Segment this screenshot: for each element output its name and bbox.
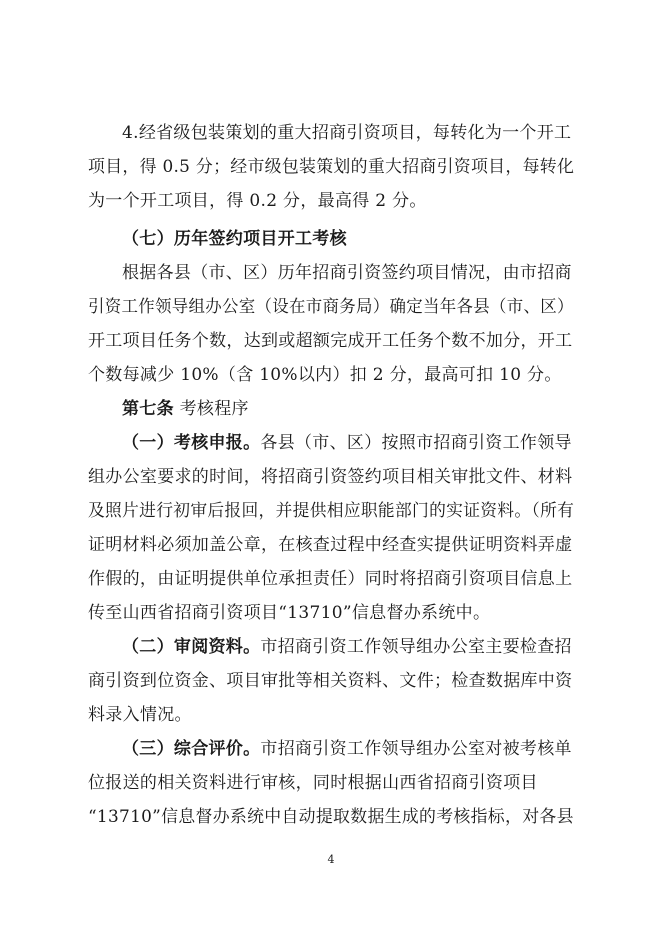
text-line: 个数每减少 10%（含 10%以内）扣 2 分，最高可扣 10 分。 <box>88 365 562 385</box>
text-line: “13710”信息督办系统中自动提取数据生成的考核指标，对各县 <box>88 807 574 827</box>
article-heading: 第七条 考核程序 <box>122 399 249 419</box>
text-line: （一）考核申报。各县（市、区）按照市招商引资工作领导 <box>122 433 572 453</box>
text-line: 根据各县（市、区）历年招商引资签约项目情况，由市招商 <box>122 263 572 283</box>
text-line: 位报送的相关资料进行审核，同时根据山西省招商引资项目 <box>88 773 538 793</box>
text-line: 商引资到位资金、项目审批等相关资料、文件；检查数据库中资 <box>88 671 573 691</box>
text-line: 料录入情况。 <box>88 705 192 725</box>
text-line: 及照片进行初审后报回，并提供相应职能部门的实证资料。（所有 <box>88 501 575 521</box>
text-line: 证明材料必须加盖公章，在核查过程中经查实提供证明资料弄虚 <box>88 535 573 555</box>
section-heading: （七）历年签约项目开工考核 <box>122 229 347 249</box>
text-line: （二）审阅资料。市招商引资工作领导组办公室主要检查招 <box>122 637 572 657</box>
text-line: 4.经省级包装策划的重大招商引资项目，每转化为一个开工 <box>122 123 572 143</box>
text-line: 传至山西省招商引资项目“13710”信息督办系统中。 <box>88 603 491 623</box>
text-line: 作假的，由证明提供单位承担责任）同时将招商引资项目信息上 <box>88 569 573 589</box>
text-line: 引资工作领导组办公室（设在市商务局）确定当年各县（市、区） <box>88 297 574 317</box>
page-number: 4 <box>327 853 335 866</box>
text-line: 项目，得 0.5 分；经市级包装策划的重大招商引资项目，每转化 <box>88 157 575 177</box>
text-line: 组办公室要求的时间，将招商引资签约项目相关审批文件、材料 <box>88 467 573 487</box>
text-line: 为一个开工项目，得 0.2 分，最高得 2 分。 <box>88 191 427 211</box>
text-line: （三）综合评价。市招商引资工作领导组办公室对被考核单 <box>122 739 572 759</box>
text-line: 开工项目任务个数，达到或超额完成开工任务个数不加分，开工 <box>88 331 573 351</box>
